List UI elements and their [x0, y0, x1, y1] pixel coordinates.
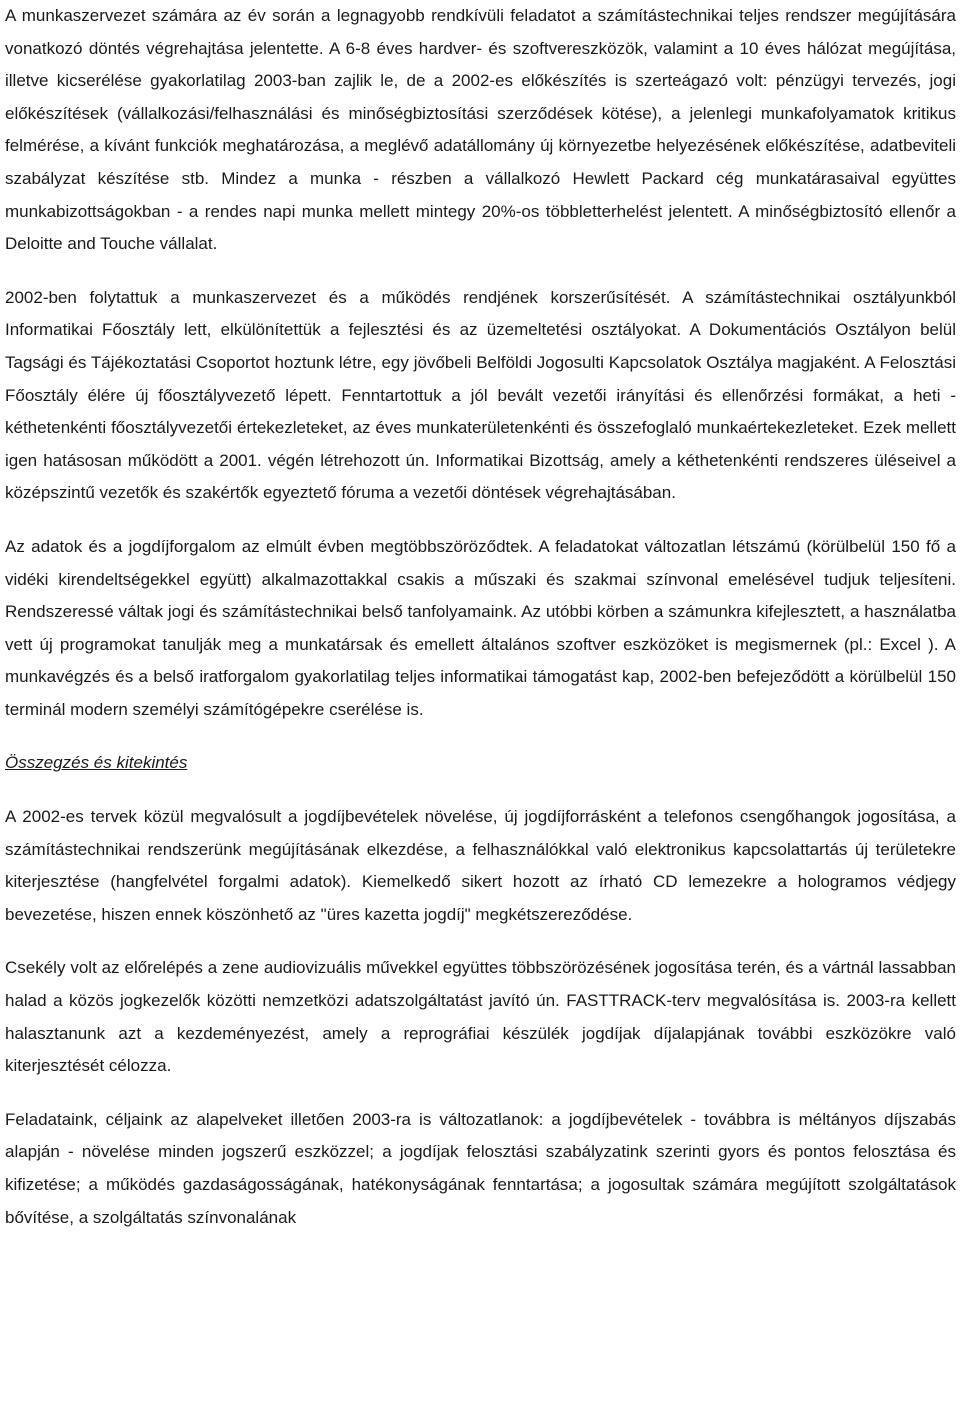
paragraph-staff-and-training: Az adatok és a jogdíjforgalom az elmúlt évben megtöbbszöröződtek. A feladatokat változatlan létszámú (körülbelül 150 fő a vidéki kirendeltségekkel együtt) alkalmazottakkal csakis a műszaki és szakmai színvonal emelésével tudjuk teljesíteni. Rendszeressé váltak jogi és számítástechnikai belső tanfolyamaink. Az utóbbi körben a számunkra kifejlesztett, a használatba vett új programokat tanulják meg a munkatársak és emellett általános szoftver eszközöket is megismernek (pl.: Excel ). A munkavégzés és a belső iratforgalom gyakorlatilag teljes informatikai támogatást kap, 2002-ben befejeződött a körülbelül 150 terminál modern személyi számítógépekre cserélése is.: [5, 536, 956, 719]
paragraph-delays: Csekély volt az előrelépés a zene audiovizuális művekkel együttes többszörözésének jogosítása terén, és a vártnál lassabban halad a közös jogkezelők közötti nemzetközi adatszolgáltatást javító ún. FASTTRACK-terv megvalósítása is. 2003-ra kellett halasztanunk azt a kezdeményezést, amely a reprográfiai készülék jogdíjak díjalapjának további eszközökre való kiterjesztését célozza.: [5, 958, 956, 1076]
paragraph-achievements: A 2002-es tervek közül megvalósult a jogdíjbevételek növelése, új jogdíjforrásként a telefonos csengőhangok jogosítása, a számítástechnikai rendszerünk megújításának elkezdése, a felhasználókkal való elektronikus kapcsolattartás új területekre kiterjesztése (hangfelvétel forgalmi adatok). Kiemelkedő sikert hozott az írható CD lemezekre a hologramos védjegy bevezetése, hiszen ennek köszönhető az "üres kazetta jogdíj" megkétszereződése.: [5, 807, 956, 924]
paragraph-goals-2003: Feladataink, céljaink az alapelveket illetően 2003-ra is változatlanok: a jogdíjbevételek - továbbra is méltányos díjszabás alapján - növelése minden jogszerű eszközzel; a jogdíjak felosztási szabályzatink szerinti gyors és pontos felosztása és kifizetése; a működés gazdaságosságának, hatékonyságának fenntartása; a jogosultak számára megújított szolgáltatások bővítése, a szolgáltatás színvonalának: [5, 1109, 956, 1227]
paragraph-organization-modernization: 2002-ben folytattuk a munkaszervezet és a működés rendjének korszerűsítését. A számítástechnikai osztályunkból Informatikai Főosztály lett, elkülönítettük a fejlesztési és az üzemeltetési osztályokat. A Dokumentációs Osztályon belül Tagsági és Tájékoztatási Csoportot hoztunk létre, egy jövőbeli Belföldi Jogosulti Kapcsolatok Osztálya magjaként. A Felosztási Főosztály élére új főosztályvezető lépett. Fenntartottuk a jól bevált vezetői irányítási és ellenőrzési formákat, a heti - kéthetenkénti főosztályvezetői értekezleteket, az éves munkaterületenkénti és összefoglaló munkaértekezleteket. Ezek mellett igen hatásosan működött a 2001. végén létrehozott ún. Informatikai Bizottság, amely a kéthetenkénti rendszeres üléseivel a középszintű vezetők és szakértők egyeztető fóruma a vezetői döntések végrehajtásában.: [5, 287, 956, 503]
document-page: [5, 0, 956, 1234]
section-heading: Összegzés és kitekintés: [5, 753, 188, 773]
paragraph-it-system-renewal: A munkaszervezet számára az év során a legnagyobb rendkívüli feladatot a számítástechnikai teljes rendszer megújítására vonatkozó döntés végrehajtása jelentette. A 6-8 éves hardver- és szoftvereszközök, valamint a 10 éves hálózat megújítása, illetve kicserélése gyakorlatilag 2003-ban zajlik le, de a 2002-es előkészítés is szerteágazó volt: pénzügyi tervezés, jogi előkészítések (vállalkozási/felhasználási és minőségbiztosítási szerződések kötése), a jelenlegi munkafolyamatok kritikus felmérése, a kívánt funkciók meghatározása, a meglévő adatállomány új környezetbe helyezésének előkészítése, adatbeviteli szabályzat készítése stb. Mindez a munka - részben a vállalkozó Hewlett Packard cég munkatárasaival együttes munkabizottságokban - a rendes napi munka mellett mintegy 20%-os többletterhelést jelentett. A minőségbiztosító ellenőr a Deloitte and Touche vállalat.: [5, 6, 956, 254]
